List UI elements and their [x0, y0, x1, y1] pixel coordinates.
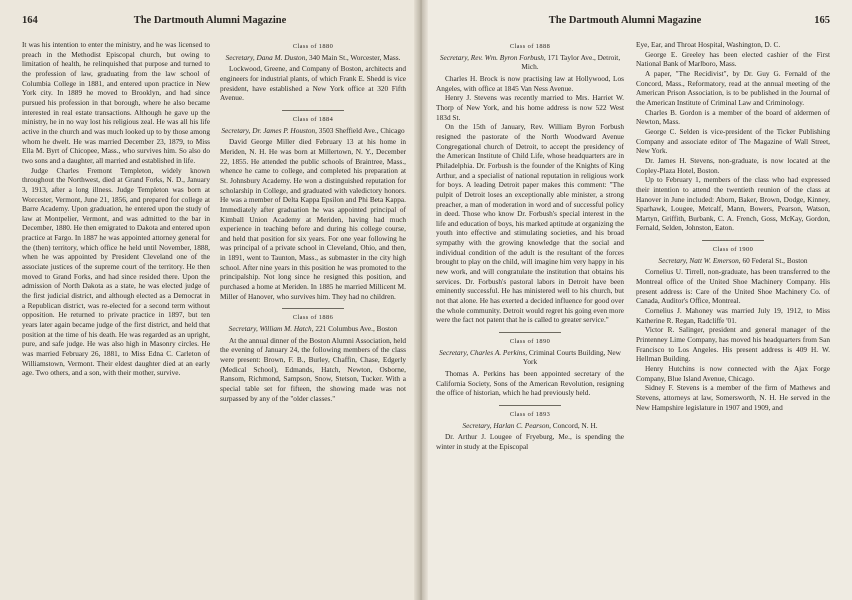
- paragraph: Up to February 1, members of the class who had expressed their intention to attend the twentieth reunion of the class at Hanover in June included: Aborn, Baker, Brown, Dodge, Kinney, Sparhawk, Lougee, Metcalf, Mann, Bowers, Pearson, Watson, Martyn, Griffith, Burbank, C. A. French, Goss, McKay, Gordon, Fernald, Selden, Johnston, Eaton.: [636, 175, 830, 233]
- class-heading: Class of 1886: [292, 314, 334, 322]
- secretary-name: Secretary, Rev. Wm. Byron Forbush,: [439, 52, 546, 62]
- paragraph: David George Miller died February 13 at his home in Meriden, N. H. He was born at Millertown, N. Y., December 22, 1855. He attended the public schools of Braintree, Mass., whence he came to college, and completed his preparation at St. Johnsbury Academy. He won a distinguished reputation for scholarship in College, and graduated with valedictory honors. He was a member of Delta Kappa Epsilon and Phi Beta Kappa. Immediately after graduation he was appointed principal of Kimball Union Academy at Meriden, having had much experience in teaching before and during his college course, and held that position for six years. For one year following he was principal of a private school in Cleveland, Ohio, and then, in 1891, went to Taunton, Mass., as submaster in the city high school. After nine years in this position he was promoted to the principalship. Not long since he resigned this position, and purchased a home at Meriden. In 1885 he married Millicent M. Miller of Hanover, who survives him. They had no children.: [220, 137, 406, 301]
- paragraph: Dr. Arthur J. Lougee of Fryeburg, Me., is spending the winter in study at the Episcopal: [436, 432, 624, 451]
- class-heading: Class of 1893: [509, 410, 551, 418]
- paragraph: Dr. James H. Stevens, non-graduate, is now located at the Copley-Plaza Hotel, Boston.: [636, 155, 830, 175]
- secretary-line: [436, 421, 624, 431]
- section-divider: [499, 405, 561, 406]
- secretary-name: Secretary, Dr. James P. Houston,: [221, 125, 317, 135]
- secretary-line: [436, 53, 624, 72]
- secretary-name: Secretary, Natt W. Emerson,: [658, 255, 741, 265]
- class-heading: Class of 1880: [292, 43, 334, 50]
- page-number-right: 165: [814, 15, 830, 26]
- secretary-address: Concord, N. H.: [550, 420, 598, 430]
- paragraph: It was his intention to enter the ministry, and he was licensed to preach in the Methodist Episcopal church, but owing to limitation of health, he relinquished that purpose and turned to the profession of law, graduating from the law school of Columbia College in 1881, and entered upon practice in New York city. In 1889 he moved to Brooklyn, and had since pursued his profession in that borough, where he also became interested in real estate transactions. Although he gave up the ministry, he in no way lost his religious zeal. He was all his life active in the church and was much looked up to by those among whom he dwelt. He was married December 23, 1879, to Miss Ella M. Byrt of Chicopee, Mass., who survives him. So also do two sons and a daughter, all married and established in life.: [22, 40, 210, 165]
- left-column-1: [22, 40, 210, 596]
- section-divider: [499, 332, 561, 333]
- paragraph: A paper, "The Recidivist", by Dr. Guy G. Fernald of the Concord, Mass., Reformatory, read at the annual meeting of the American Prison Association, is to be published in the Journal of the American Institute of Criminal Law and Criminology.: [636, 68, 830, 107]
- paragraph: At the annual dinner of the Boston Alumni Association, held the evening of January 24, the following members of the class were present: Brown, F. B., Burley, Chaffin, Chase, Edgerly (Medical School), Edmands, Hatch, Newton, Osborne, Ransom, Richmond, Sampson, Snow, Stetson, Tucker. With a special table set for fifteen, the showing made was not surpassed by any of the "older classes.": [220, 335, 406, 403]
- left-page: [0, 0, 420, 600]
- paragraph: Victor R. Salinger, president and general manager of the Printenney Lime Company, has moved his headquarters from San Francisco to Los Angeles. His present address is 409 H. W. Hellman Building.: [636, 325, 830, 364]
- secretary-address: 221 Columbus Ave., Boston: [313, 324, 398, 334]
- paragraph: Henry J. Stevens was recently married to Mrs. Harriet W. Thorp of New York, and his home address is now 522 West 183d St.: [436, 93, 624, 122]
- secretary-line: [436, 348, 624, 367]
- paragraph: On the 15th of January, Rev. William Byron Forbush resigned the pastorate of the North Woodward Avenue Congregational church of Detroit, to accept the presidency of the American Institute of Child Life, whose headquarters are in Philadelphia. Dr. Forbush is the founder of the Knights of King Arthur, and a specialist of national reputation in religious work for boys. A leading Detroit paper makes this comment: "The pulpit of Detroit loses an exceptionally able minister, a strong preacher, a man of moderation in word and of successful policy in deed. Those who know Dr. Forbush's special interest in the life and education of boys, his marked aptitude at organizing the youth into effective and stimulating societies, and his broad sympathy with the growing knowledge that the social and individual condition of the adult is the resultant of the forces brought to play on the child, will imagine him very happy in his new work, and will congratulate the institution that obtains his services. Dr. Forbush's pastoral labors in Detroit have been eminently successful. He has ministered well to his church, but not that alone. He has exerted a decided influence for good over the whole community. Detroit would regret his going even more were the fact not patent that he is called to greater service.": [436, 122, 624, 325]
- secretary-address: 340 Main St., Worcester, Mass.: [307, 52, 401, 62]
- secretary-line: [220, 126, 406, 136]
- class-heading: Class of 1890: [509, 338, 551, 346]
- section-divider: [282, 110, 344, 111]
- secretary-line: [636, 256, 830, 266]
- section-divider: [282, 308, 344, 309]
- secretary-address: 3503 Sheffield Ave., Chicago: [316, 125, 405, 135]
- secretary-name: Secretary, Charles A. Perkins,: [439, 347, 528, 357]
- paragraph: George C. Selden is vice-president of the Ticker Publishing Company and associate editor of The Magazine of Wall Street, New York.: [636, 126, 830, 156]
- paragraph: Eye, Ear, and Throat Hospital, Washington, D. C.: [636, 40, 781, 49]
- paragraph: Thomas A. Perkins has been appointed secretary of the California Society, Sons of the American Revolution, resigning the office of historian, which he had previously held.: [436, 369, 624, 398]
- running-header-left: The Dartmouth Alumni Magazine: [133, 15, 287, 26]
- class-heading: Class of 1888: [509, 43, 551, 50]
- secretary-address: 171 Taylor Ave., Detroit, Mich.: [521, 52, 621, 72]
- secretary-line: [220, 324, 406, 334]
- book-gutter: [414, 0, 428, 600]
- secretary-name: Secretary, William M. Hatch,: [228, 324, 314, 334]
- page-number-left: 164: [22, 15, 38, 26]
- class-heading: Class of 1884: [292, 115, 334, 123]
- paragraph: Judge Charles Fremont Templeton, widely known throughout the Northwest, died at Grand Forks, N. D., January 3, 1913, after a long illness. Judge Templeton was born at Worcester, Vermont, June 21, 1856, and prepared for college at Barre Academy. Upon graduation, he entered upon the study of law at Montpelier, Vermont, and was admitted to the bar in December, 1880. He then emigrated to Dakota and entered upon practice at Fargo. In 1887 he was appointed attorney general for the (then) territory, which office he held until November, 1888, when he was appointed by President Cleveland one of the associate justices of the supreme court of the territory. He then moved to Grand Forks, and had since resided there. Upon the admission of North Dakota as a state, he was elected judge of the first judicial district, and although elected as a Democrat in a Republican district, was re-elected for a second term without opposition. He returned to private practice in 1897, but ten years later again became judge of the first district, and held that position at the time of his death. He was regarded as an upright, pure, and safe judge. He was also high in Masonry circles. He was married February 26, 1881, to Miss Edna C. Carleton of Williamstown, Vermont. Their eldest daughter died at an early age. Two others, and a son, with their mother, survive.: [22, 165, 210, 378]
- secretary-address: Criminal Courts Building, New York: [522, 347, 621, 367]
- secretary-line: [220, 53, 406, 63]
- right-column-1: [436, 40, 624, 596]
- running-header-right: The Dartmouth Alumni Magazine: [548, 15, 702, 26]
- paragraph: Cornelius J. Mahoney was married July 19, 1912, to Miss Katherine R. Regan, Radcliffe '01.: [636, 306, 830, 325]
- paragraph: Cornelius U. Tirrell, non-graduate, has been transferred to the Montreal office of the United Shoe Machinery Company. His present address is: Care of the United Shoe Machinery Co. of Canada, Auditor's Office, Montreal.: [636, 267, 830, 306]
- right-column-2: [636, 40, 830, 596]
- left-column-2: [220, 40, 406, 596]
- secretary-name: Secretary, Dana M. Duston,: [225, 52, 308, 62]
- paragraph: Henry Hutchins is now connected with the Ajax Forge Company, Blue Island Avenue, Chicago.: [636, 364, 830, 383]
- secretary-address: 60 Federal St., Boston: [740, 255, 808, 265]
- section-divider: [702, 240, 764, 241]
- paragraph: Lockwood, Greene, and Company of Boston, architects and engineers for industrial plants, of which Frank E. Shedd is vice president, have established a New York office at 320 Fifth Avenue.: [220, 64, 406, 103]
- right-page: [420, 0, 852, 600]
- paragraph: Sidney F. Stevens is a member of the firm of Mathews and Stevens, attorneys at law, Somersworth, N. H. He served in the New Hampshire legislature in 1907 and 1909, and: [636, 383, 830, 412]
- paragraph: Charles H. Brock is now practising law at Hollywood, Los Angeles, with office at 1845 Van Ness Avenue.: [436, 73, 624, 93]
- class-heading: Class of 1900: [712, 246, 754, 254]
- secretary-name: Secretary, Harlan C. Pearson,: [462, 420, 551, 430]
- paragraph: Charles B. Gordon is a member of the board of aldermen of Newton, Mass.: [636, 107, 830, 127]
- paragraph: George E. Greeley has been elected cashier of the First National Bank of Marlboro, Mass.: [636, 49, 830, 69]
